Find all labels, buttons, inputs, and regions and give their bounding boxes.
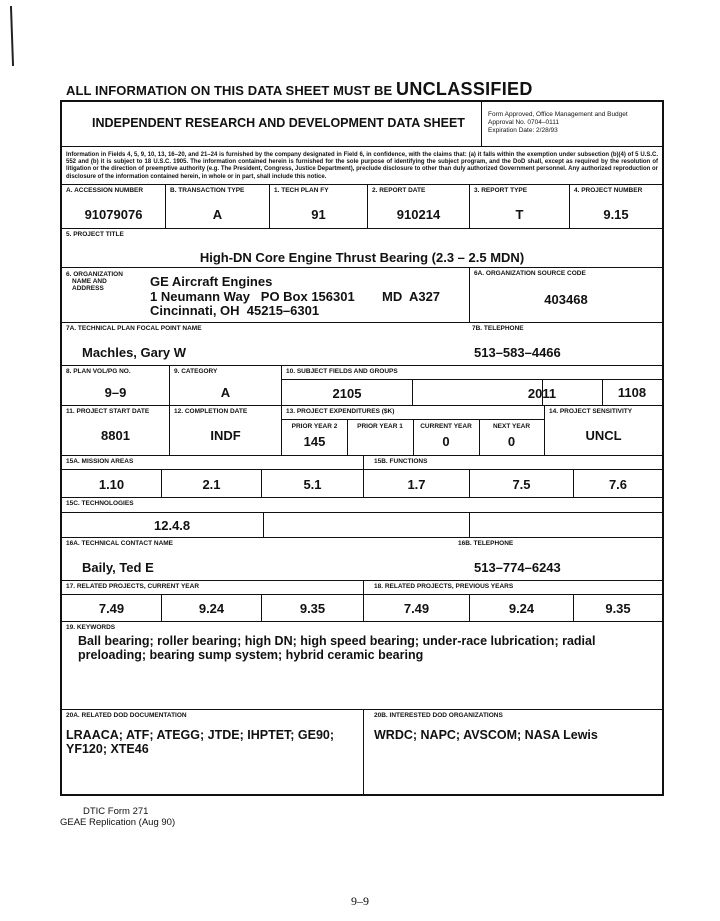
related-project-current: 9.24	[198, 601, 225, 616]
related-documentation: LRAACA; ATF; ATEGG; JTDE; IHPTET; GE90; YF120; XTE46	[66, 728, 335, 756]
approval-line: Expiration Date: 2/28/93	[488, 127, 558, 134]
organization-source-code: 403468	[544, 292, 588, 307]
keywords: Ball bearing; roller bearing; high DN; high speed bearing; under-race lubrication; radial preloading; bearing sump system; hybrid ceramic bearing	[78, 634, 596, 662]
related-projects-label-row: 17. RELATED PROJECTS, CURRENT YEAR 18. RELATED PROJECTS, PREVIOUS YEARS	[62, 581, 662, 595]
report-type-cell: 3. REPORT TYPE T	[470, 185, 570, 228]
function: 7.6	[608, 477, 628, 492]
project-number-cell: 4. PROJECT NUMBER 9.15	[570, 185, 662, 228]
transaction-type-cell: B. TRANSACTION TYPE A	[166, 185, 270, 228]
start-date-cell: 11. PROJECT START DATE 8801	[62, 406, 170, 455]
expenditures-cell: 13. PROJECT EXPENDITURES ($K) PRIOR YEAR 2 145 PRIOR YEAR 1 CURRENT YEAR 0 NEXT YEAR 0	[282, 406, 545, 455]
schedule-expenditure-row	[62, 406, 662, 456]
identification-row	[62, 185, 662, 229]
organization-label: 6. ORGANIZATION NAME AND ADDRESS	[66, 271, 123, 292]
interested-organizations: WRDC; NAPC; AVSCOM; NASA Lewis	[374, 728, 598, 742]
subject-field: 1108	[617, 385, 647, 400]
focal-point-row: 7A. TECHNICAL PLAN FOCAL POINT NAME 7B. TELEPHONE Machles, Gary W 513–583–4466	[62, 323, 662, 366]
form-footer	[60, 806, 175, 828]
organization-mail-drop: MD A327	[382, 289, 441, 304]
completion-date: INDF	[210, 428, 241, 443]
technical-contact-phone: 513–774–6243	[474, 560, 561, 575]
form-number: DTIC Form 271	[83, 806, 149, 817]
report-date: 910214	[396, 207, 441, 222]
keywords-row: 19. KEYWORDS Ball bearing; roller bearing; high DN; high speed bearing; under-race lubrication; radial preloading; bearing sump system; hybrid ceramic bearing	[62, 622, 662, 710]
technical-contact-row: 16A. TECHNICAL CONTACT NAME 16B. TELEPHONE Baily, Ted E 513–774–6243	[62, 538, 662, 581]
subject-field: 2105	[332, 386, 362, 401]
subject-fields-cell: 10. SUBJECT FIELDS AND GROUPS 2105 2011 1108	[282, 366, 662, 405]
category: A	[220, 385, 231, 400]
header-row	[62, 102, 662, 147]
related-documentation-cell: 20A. RELATED DOD DOCUMENTATION LRAACA; ATF; ATEGG; JTDE; IHPTET; GE90; YF120; XTE46	[62, 710, 364, 794]
focal-point-phone: 513–583–4466	[474, 345, 561, 360]
function: 1.7	[407, 477, 426, 492]
plan-category-row	[62, 366, 662, 406]
mission-area: 1.10	[98, 477, 125, 492]
confidentiality-notice-row	[62, 147, 662, 185]
accession-number: 91079076	[84, 207, 143, 222]
plan-vol-cell: 8. PLAN VOL/PG NO. 9–9	[62, 366, 170, 405]
stray-pen-mark	[10, 6, 14, 66]
banner-prefix: ALL INFORMATION ON THIS DATA SHEET MUST BE	[66, 83, 393, 98]
organization-address-line2: Cincinnati, OH 45215–6301	[150, 303, 320, 318]
category-cell: 9. CATEGORY A	[170, 366, 282, 405]
technologies-label-row: 15C. TECHNOLOGIES	[62, 498, 662, 513]
confidentiality-notice: Information in Fields 4, 5, 9, 10, 13, 16–20, and 21–24 is furnished by the company designated in Field 6, in confidence, with the claims that: (a) it falls within the exemption under subsection (b)(4) of 5 U.S.C. 552 and (b) it is subject to 18 U.S.C. 1905. The information contained herein is furnished for the sole purpose of identifying the subject program, and the DoD shall, except as required by the resolution of litigation or the direction of preemptive authority (e.g. The President, Congress, Justice Department), preclude disclosure to other than duly authorized Government personnel. Any authorized reproduction or disclosure of the information contained herein, in whole or in part, shall include this notice.	[66, 152, 658, 180]
source-code-cell: 6A. ORGANIZATION SOURCE CODE 403468	[470, 268, 662, 322]
plan-vol-page: 9–9	[104, 385, 127, 400]
expenditure-prior-year-2: PRIOR YEAR 2 145	[282, 419, 348, 455]
mission-area: 5.1	[303, 477, 322, 492]
documentation-row	[62, 710, 662, 794]
data-sheet-form	[60, 100, 664, 796]
mission-functions-values-row	[62, 470, 662, 498]
subject-field: 2011	[527, 386, 557, 401]
transaction-type: A	[212, 207, 223, 222]
organization-row	[62, 268, 662, 323]
project-number: 9.15	[603, 207, 629, 222]
replication-note: GEAE Replication (Aug 90)	[60, 817, 176, 828]
tech-plan-fy: 91	[311, 207, 326, 222]
report-type: T	[515, 207, 524, 222]
related-projects-values-row	[62, 595, 662, 622]
focal-point-name: Machles, Gary W	[82, 345, 187, 360]
page-number: 9–9	[351, 894, 369, 908]
expenditure-next-year: NEXT YEAR 0	[479, 419, 544, 455]
tech-plan-fy-cell: 1. TECH PLAN FY 91	[270, 185, 368, 228]
expenditure-current-year: CURRENT YEAR 0	[413, 419, 480, 455]
related-project-current: 9.35	[299, 601, 326, 616]
technologies-values-row	[62, 513, 662, 538]
project-title: High-DN Core Engine Thrust Bearing (2.3 – 2.5 MDN)	[199, 250, 525, 265]
project-start-date: 8801	[101, 428, 130, 443]
organization-address-line1: 1 Neumann Way PO Box 156301	[150, 289, 355, 304]
report-date-cell: 2. REPORT DATE 910214	[368, 185, 470, 228]
approval-info	[488, 111, 628, 135]
accession-number-cell: A. ACCESSION NUMBER 91079076	[62, 185, 166, 228]
technology: 12.4.8	[154, 518, 191, 533]
project-title-row: 5. PROJECT TITLE High-DN Core Engine Thrust Bearing (2.3 – 2.5 MDN)	[62, 229, 662, 268]
mission-functions-label-row: 15A. MISSION AREAS 15B. FUNCTIONS	[62, 456, 662, 470]
interested-organizations-cell: 20B. INTERESTED DOD ORGANIZATIONS WRDC; NAPC; AVSCOM; NASA Lewis	[364, 710, 662, 794]
related-project-previous: 7.49	[403, 601, 430, 616]
organization-cell	[62, 268, 470, 322]
sensitivity-cell: 14. PROJECT SENSITIVITY UNCL	[545, 406, 662, 455]
related-project-previous: 9.24	[508, 601, 535, 616]
form-title: INDEPENDENT RESEARCH AND DEVELOPMENT DATA SHEET	[92, 116, 465, 130]
related-project-current: 7.49	[98, 601, 125, 616]
organization-name: GE Aircraft Engines	[150, 274, 273, 289]
project-sensitivity: UNCL	[585, 428, 622, 443]
function: 7.5	[512, 477, 531, 492]
expenditure-prior-year-1: PRIOR YEAR 1	[347, 419, 414, 455]
technical-contact-name: Baily, Ted E	[82, 560, 154, 575]
classification-banner	[66, 79, 533, 100]
related-project-previous: 9.35	[605, 601, 631, 616]
completion-date-cell: 12. COMPLETION DATE INDF	[170, 406, 282, 455]
approval-line: Form Approved, Office Management and Budget	[488, 111, 628, 118]
approval-line: Approval No. 0704–0111	[488, 119, 559, 126]
banner-emphasis: UNCLASSIFIED	[396, 79, 533, 99]
mission-area: 2.1	[202, 477, 221, 492]
